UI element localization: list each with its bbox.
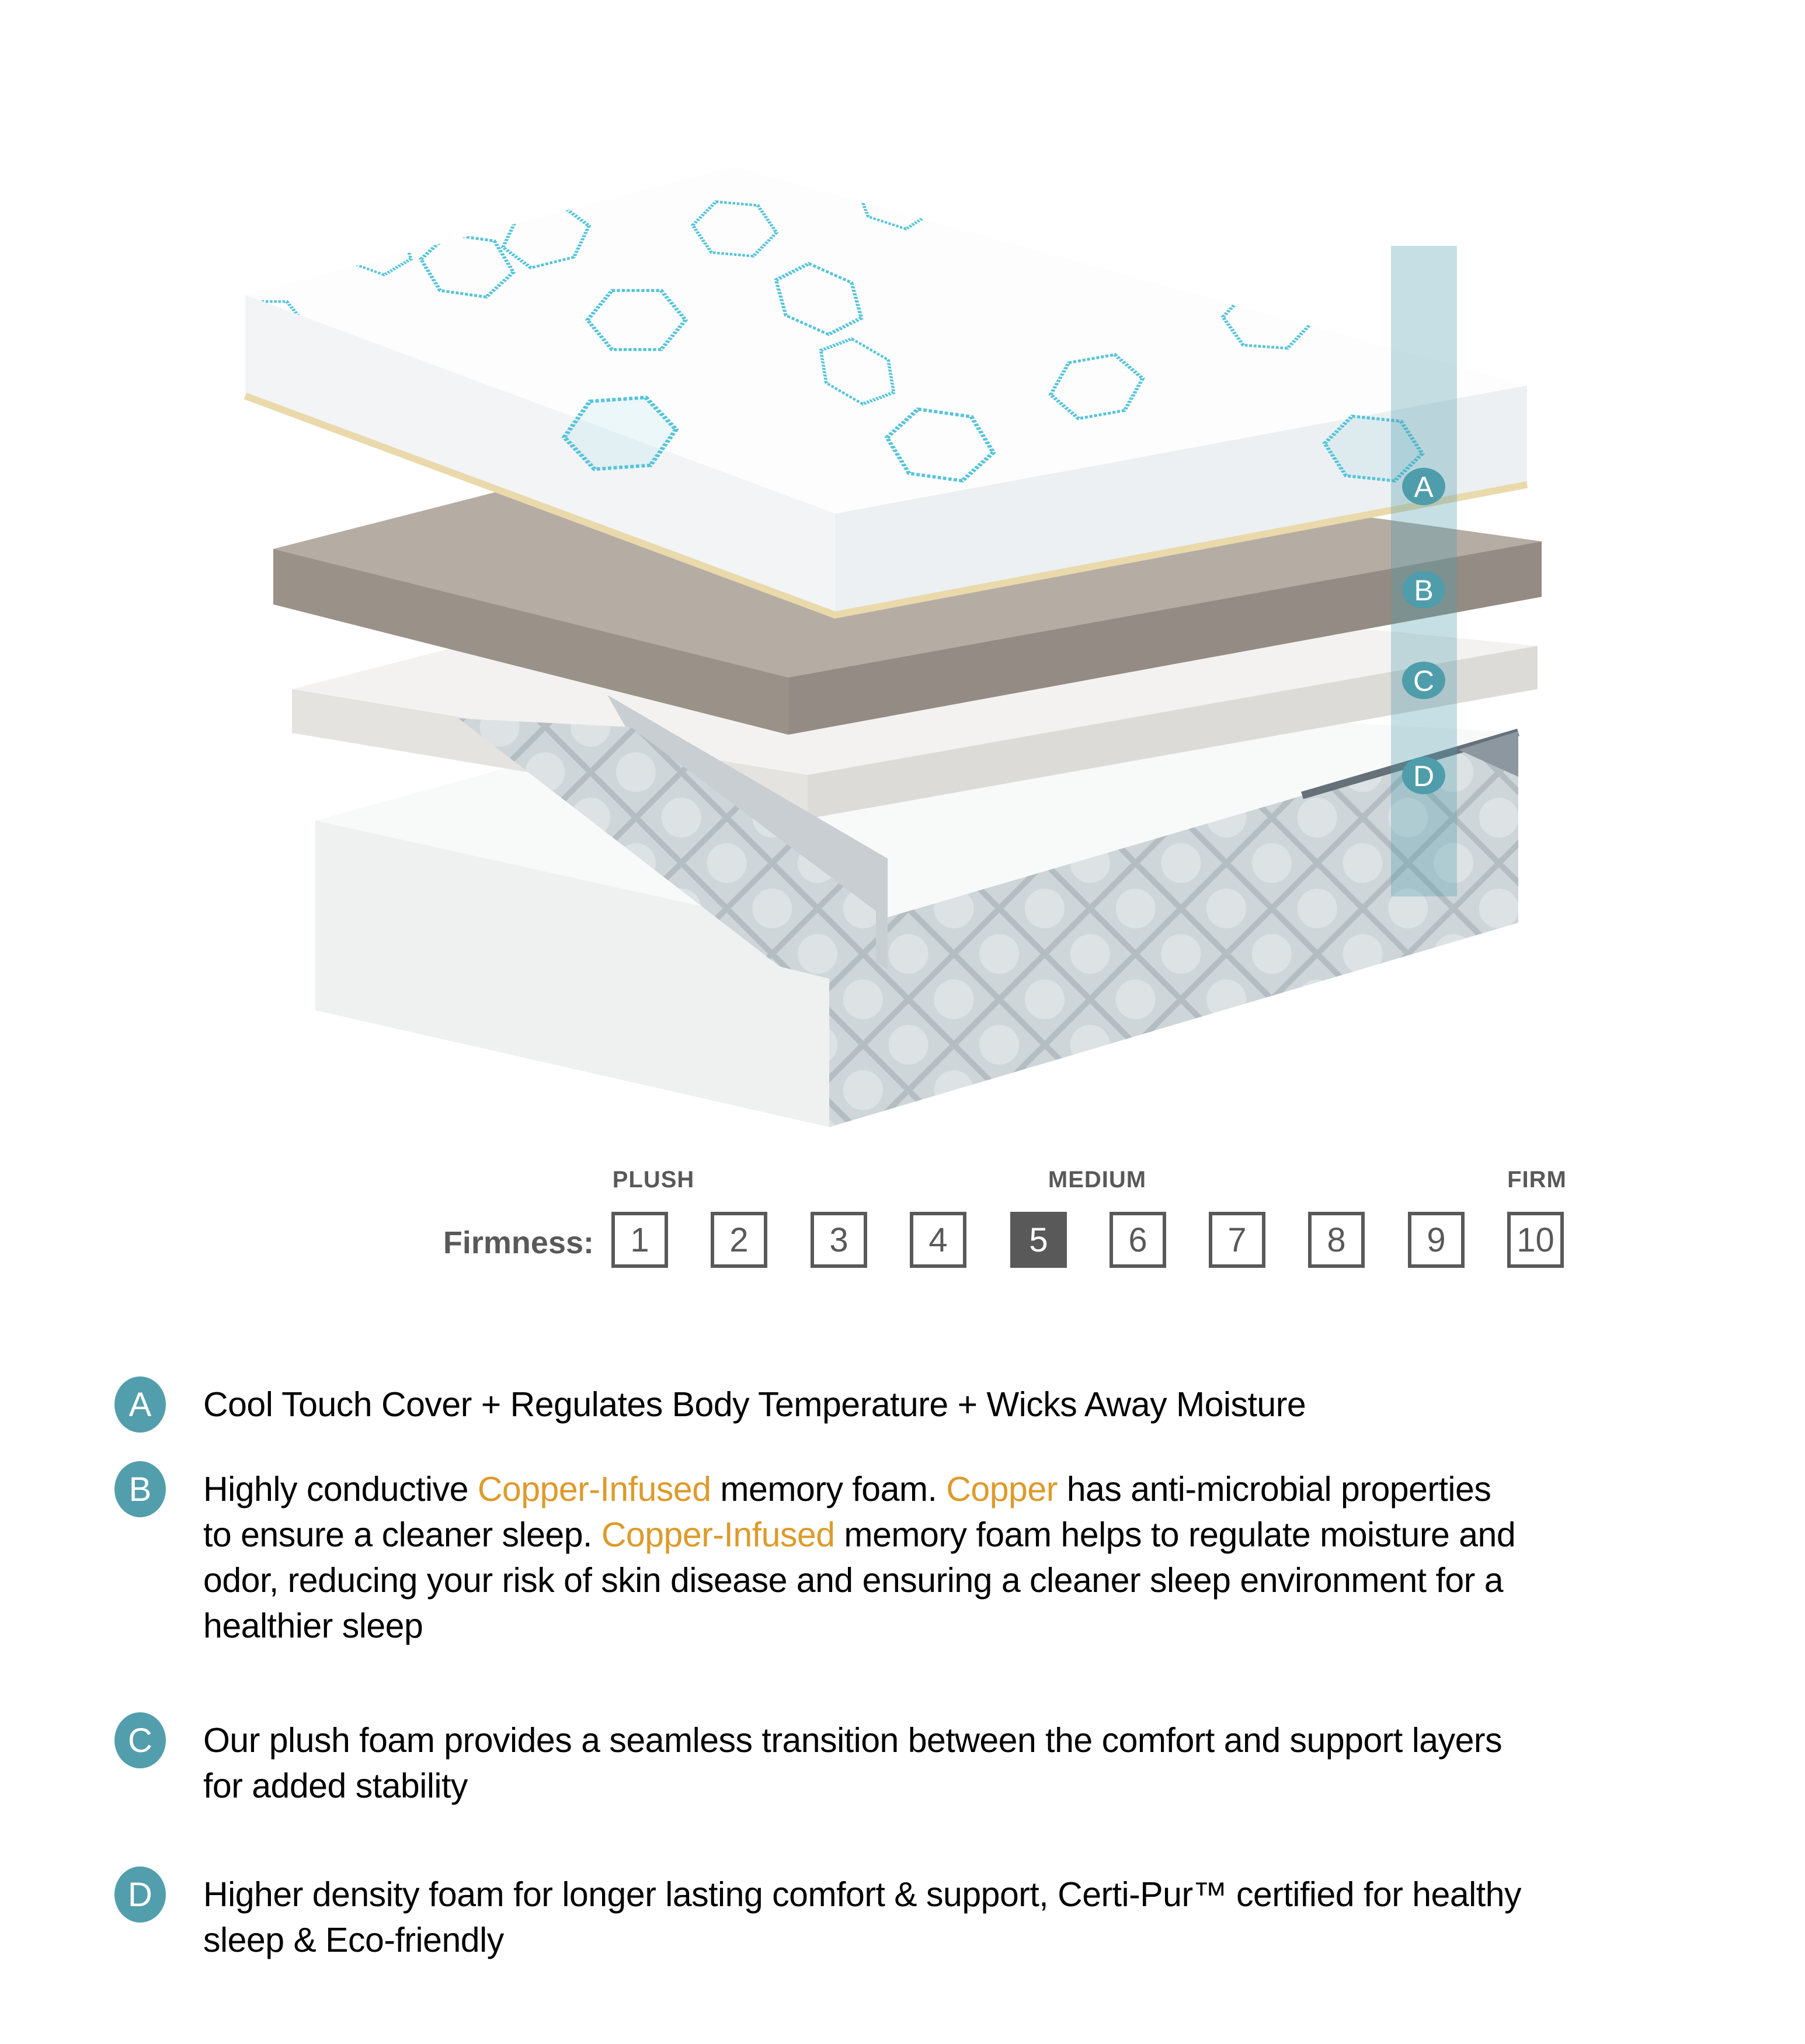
firmness-label: Firmness:: [443, 1225, 594, 1260]
feature-row-d: [114, 1866, 1521, 1959]
firmness-level-8: 8: [1308, 1212, 1365, 1268]
layer-marker-letter-a: A: [1414, 471, 1434, 503]
text-segment: memory foam.: [711, 1470, 947, 1508]
feature-letter-a: A: [128, 1385, 152, 1424]
feature-row-c: [114, 1712, 1503, 1805]
firmness-level-1: 1: [611, 1212, 668, 1268]
layer-marker-letter-b: B: [1414, 574, 1434, 607]
firmness-level-10: 10: [1507, 1212, 1564, 1268]
medium-label: MEDIUM: [1048, 1167, 1147, 1193]
text-segment: for added stability: [203, 1767, 468, 1805]
feature-text-d: [203, 1872, 1733, 1963]
layer-marker-letter-c: C: [1413, 665, 1435, 697]
text-segment: sleep & Eco-friendly: [203, 1921, 504, 1959]
feature-text-a: [203, 1382, 1733, 1427]
text-segment: memory foam helps to regulate moisture and: [834, 1515, 1516, 1554]
layer-marker-band: [1391, 246, 1457, 896]
plush-label: PLUSH: [612, 1167, 695, 1193]
firmness-level-7: 7: [1209, 1212, 1265, 1268]
text-segment-copper: Copper-Infused: [601, 1515, 835, 1554]
feature-badge-d: [114, 1866, 166, 1923]
text-segment: Our plush foam provides a seamless transition between the comfort and support layers: [203, 1721, 1503, 1760]
feature-text-c: [203, 1718, 1733, 1809]
feature-letter-c: C: [128, 1721, 152, 1760]
feature-badge-a: [114, 1376, 166, 1433]
feature-letter-b: B: [128, 1470, 152, 1508]
text-segment: to ensure a cleaner sleep.: [203, 1515, 601, 1554]
text-segment: has anti-microbial properties: [1057, 1470, 1491, 1508]
text-segment-copper: Copper-Infused: [477, 1470, 711, 1508]
firmness-scale: [611, 1167, 1567, 1269]
firm-label: FIRM: [1507, 1167, 1567, 1193]
firmness-level-5: 5: [1010, 1212, 1067, 1268]
firmness-level-9: 9: [1408, 1212, 1465, 1268]
text-segment: Higher density foam for longer lasting comfort & support, Certi-Pur™ certified for healthy: [203, 1875, 1521, 1914]
feature-badge-c: [114, 1712, 166, 1768]
firmness-level-2: 2: [711, 1212, 767, 1268]
layer-marker-letter-d: D: [1413, 760, 1435, 792]
text-segment: healthier sleep: [203, 1607, 423, 1645]
feature-row-a: [114, 1376, 1306, 1433]
feature-badge-b: [114, 1461, 166, 1517]
feature-text-b: [203, 1466, 1733, 1649]
text-segment: odor, reducing your risk of skin disease and ensuring a cleaner sleep environment for a: [203, 1561, 1504, 1600]
text-segment: Cool Touch Cover + Regulates Body Temperature + Wicks Away Moisture: [203, 1385, 1306, 1424]
text-segment: Highly conductive: [203, 1470, 478, 1508]
feature-row-b: [114, 1461, 1516, 1645]
text-segment-copper: Copper: [946, 1470, 1058, 1508]
firmness-level-6: 6: [1110, 1212, 1166, 1268]
firmness-level-4: 4: [910, 1212, 966, 1268]
feature-letter-d: D: [128, 1875, 152, 1914]
firmness-level-3: 3: [811, 1212, 867, 1268]
